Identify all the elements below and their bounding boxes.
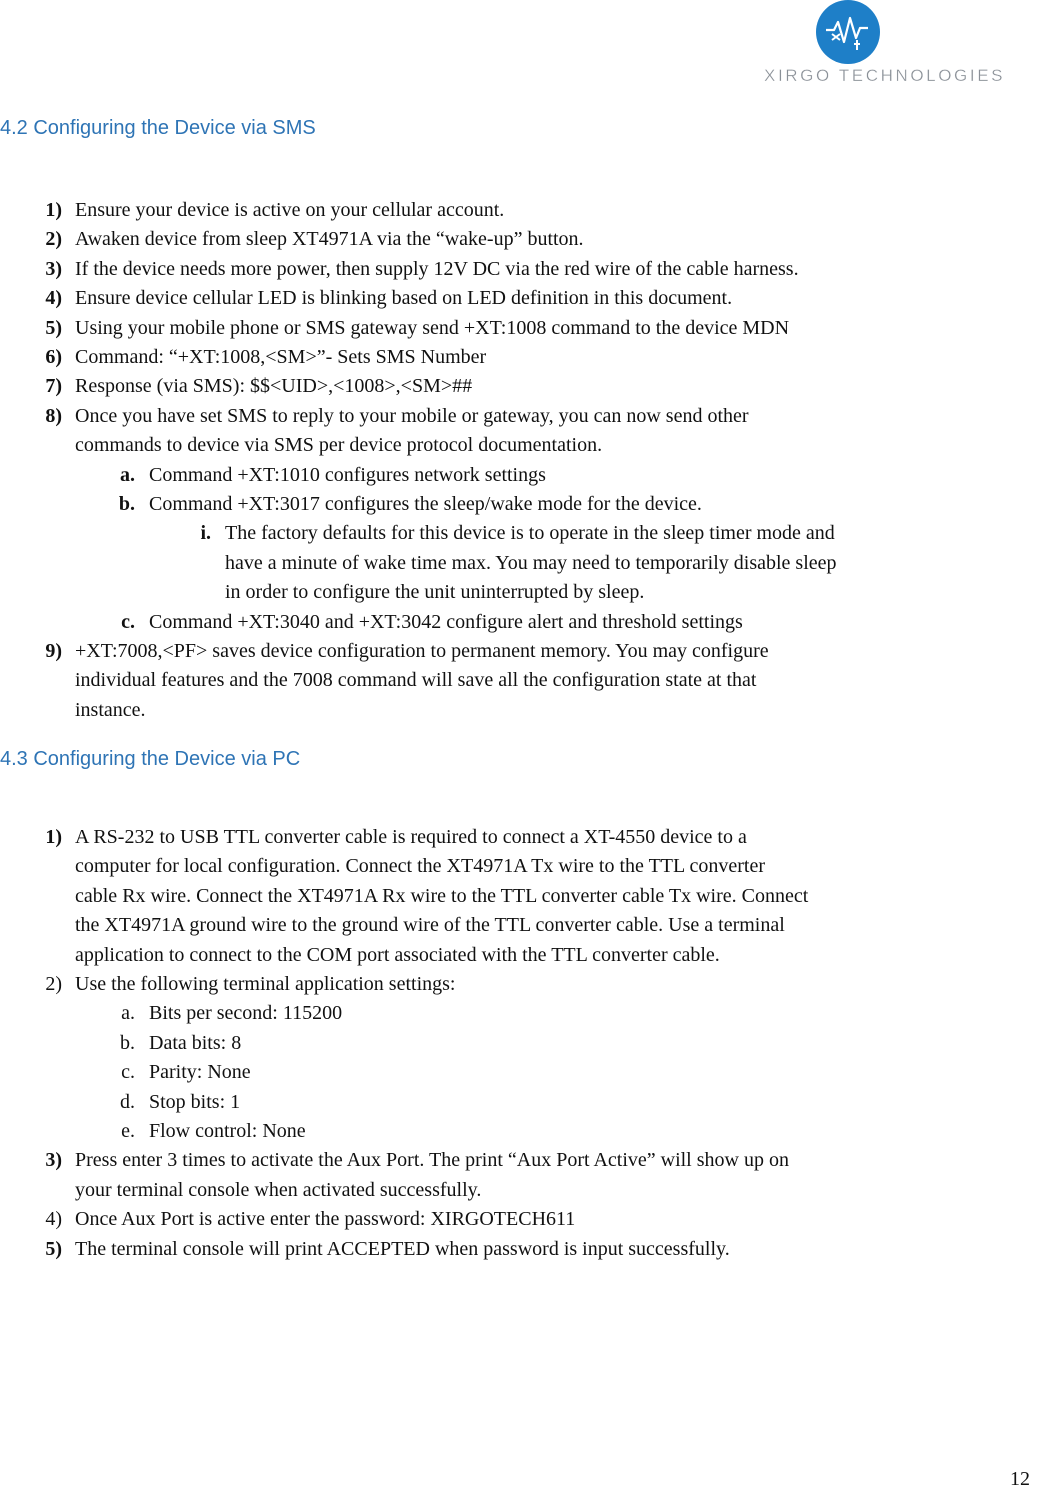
list-marker: 3) bbox=[45, 257, 62, 280]
list-item-text: +XT:7008,<PF> saves device configuration to permanent memory. You may configure bbox=[75, 640, 769, 662]
list-marker: e. bbox=[121, 1120, 135, 1142]
company-logo bbox=[760, 0, 1038, 90]
list-marker: 4) bbox=[45, 1208, 62, 1231]
list-item-text: Data bits: 8 bbox=[149, 1031, 242, 1054]
list-item-text: Once Aux Port is active enter the password: XIRGOTECH611 bbox=[75, 1208, 576, 1231]
list-item-text: Parity: None bbox=[149, 1061, 251, 1084]
list-marker: c. bbox=[121, 1061, 135, 1084]
list-item-text: the XT4971A ground wire to the ground wire of the TTL converter cable. Use a terminal bbox=[75, 914, 785, 937]
list-item-text: Flow control: None bbox=[149, 1120, 306, 1142]
list-marker: 5) bbox=[45, 316, 62, 339]
list-item-text: commands to device via SMS per device protocol documentation. bbox=[75, 434, 603, 457]
list-marker: a. bbox=[120, 463, 135, 486]
list-marker: b. bbox=[120, 1031, 135, 1054]
list-item-text: The terminal console will print ACCEPTED when password is input successfully. bbox=[75, 1237, 730, 1260]
list-item-text: individual features and the 7008 command will save all the configuration state at that bbox=[75, 669, 757, 692]
list-marker: 1) bbox=[45, 826, 62, 848]
list-item-text: Once you have set SMS to reply to your mobile or gateway, you can now send other bbox=[75, 404, 749, 427]
list-item-text: Stop bits: 1 bbox=[149, 1090, 241, 1113]
list-item-text: Awaken device from sleep XT4971A via the “wake-up” button. bbox=[75, 228, 584, 251]
list-marker: 2) bbox=[45, 973, 62, 995]
list-item-text: Ensure device cellular LED is blinking based on LED definition in this document. bbox=[75, 287, 733, 310]
list-item-text: Command +XT:3040 and +XT:3042 configure alert and threshold settings bbox=[149, 610, 743, 633]
list-marker: 4) bbox=[45, 287, 62, 310]
list-item-text: Use the following terminal application settings: bbox=[75, 973, 456, 995]
section-heading-sms: 4.2 Configuring the Device via SMS bbox=[0, 117, 316, 139]
logo-wordmark: XIRGO TECHNOLOGIES bbox=[764, 66, 1006, 85]
list-marker: 1) bbox=[45, 199, 62, 221]
list-item-text: application to connect to the COM port associated with the TTL converter cable. bbox=[75, 943, 720, 966]
list-marker: c. bbox=[121, 610, 135, 633]
list-item-text: Ensure your device is active on your cellular account. bbox=[75, 199, 505, 221]
list-item-text: in order to configure the unit uninterrupted by sleep. bbox=[225, 581, 645, 604]
list-marker: 5) bbox=[45, 1237, 62, 1260]
list-marker: i. bbox=[200, 522, 211, 545]
list-marker: b. bbox=[118, 493, 135, 515]
list-marker: 6) bbox=[45, 346, 62, 368]
list-marker: a. bbox=[121, 1002, 135, 1025]
list-marker: 9) bbox=[45, 640, 62, 662]
list-marker: 2) bbox=[45, 228, 62, 251]
section-heading-pc: 4.3 Configuring the Device via PC bbox=[0, 748, 301, 770]
page-number: 12 bbox=[1010, 1468, 1030, 1490]
list-item-text: The factory defaults for this device is to operate in the sleep timer mode and bbox=[225, 522, 835, 545]
list-item-text: cable Rx wire. Connect the XT4971A Rx wire to the TTL converter cable Tx wire. Connect bbox=[75, 884, 809, 907]
list-item-text: instance. bbox=[75, 698, 146, 721]
list-item-text: Press enter 3 times to activate the Aux Port. The print “Aux Port Active” will show up on bbox=[75, 1149, 789, 1172]
list-item-text: Response (via SMS): $$<UID>,<1008>,<SM>## bbox=[75, 375, 473, 398]
list-item-text: Using your mobile phone or SMS gateway send +XT:1008 command to the device MDN bbox=[75, 316, 790, 339]
list-item-text: have a minute of wake time max. You may need to temporarily disable sleep bbox=[225, 551, 837, 574]
list-item-text: Command +XT:1010 configures network settings bbox=[149, 463, 546, 486]
list-item-text: If the device needs more power, then supply 12V DC via the red wire of the cable harness. bbox=[75, 257, 799, 280]
list-item-text: Command +XT:3017 configures the sleep/wake mode for the device. bbox=[149, 493, 702, 515]
list-item-text: A RS-232 to USB TTL converter cable is required to connect a XT-4550 device to a bbox=[75, 826, 747, 848]
logo-emblem-icon bbox=[816, 0, 880, 64]
list-item-text: Command: “+XT:1008,<SM>”- Sets SMS Number bbox=[75, 346, 487, 368]
list-marker: d. bbox=[120, 1090, 135, 1113]
list-item-text: computer for local configuration. Connect the XT4971A Tx wire to the TTL converter bbox=[75, 855, 765, 878]
list-marker: 8) bbox=[45, 404, 62, 427]
list-marker: 7) bbox=[45, 375, 62, 398]
list-marker: 3) bbox=[45, 1149, 62, 1172]
list-item-text: your terminal console when activated successfully. bbox=[75, 1178, 482, 1201]
list-item-text: Bits per second: 115200 bbox=[149, 1002, 343, 1025]
